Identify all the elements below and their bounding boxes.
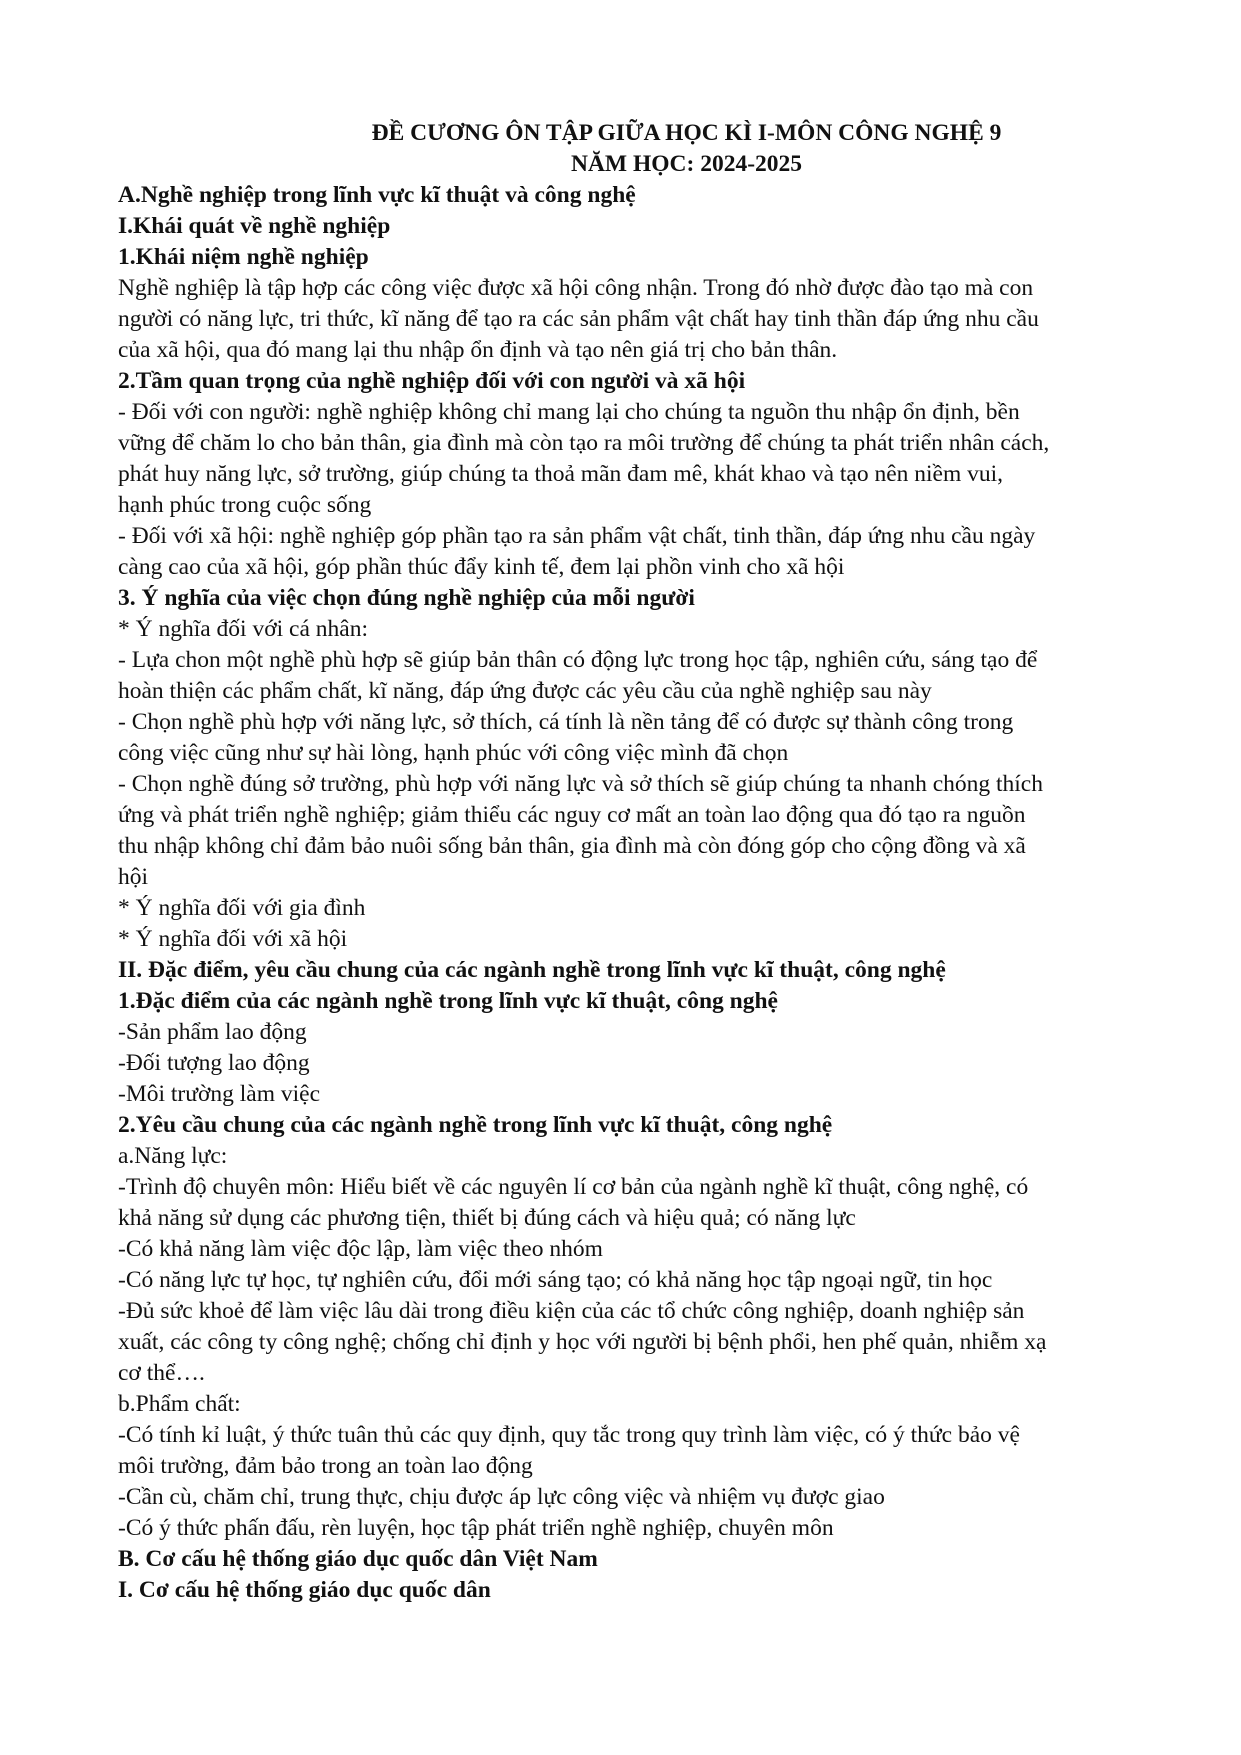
body-text-line: -Đủ sức khoẻ để làm việc lâu dài trong điều kiện của các tổ chức công nghiệp, doanh nghiệp sản (118, 1298, 1025, 1324)
body-text-line: của xã hội, qua đó mang lại thu nhập ổn định và tạo nên giá trị cho bản thân. (118, 337, 838, 363)
body-text-line: -Trình độ chuyên môn: Hiểu biết về các nguyên lí cơ bản của ngành nghề kĩ thuật, công nghệ, có (118, 1174, 1029, 1200)
body-text-line: - Chọn nghề đúng sở trường, phù hợp với năng lực và sở thích sẽ giúp chúng ta nhanh chóng thích (118, 771, 1043, 797)
body-text-line: hoàn thiện các phẩm chất, kĩ năng, đáp ứng được các yêu cầu của nghề nghiệp sau này (118, 678, 932, 704)
body-text-line: -Có ý thức phấn đấu, rèn luyện, học tập phát triển nghề nghiệp, chuyên môn (118, 1515, 834, 1541)
body-text-line: * Ý nghĩa đối với cá nhân: (118, 616, 368, 642)
body-text-line: a.Năng lực: (118, 1143, 228, 1169)
body-text-line: ứng và phát triển nghề nghiệp; giảm thiểu các nguy cơ mất an toàn lao động qua đó tạo ra nguồn (118, 802, 1026, 828)
section-heading: 1.Khái niệm nghề nghiệp (118, 244, 369, 270)
body-text-line: * Ý nghĩa đối với gia đình (118, 895, 366, 921)
body-text-line: - Lựa chon một nghề phù hợp sẽ giúp bản thân có động lực trong học tập, nghiên cứu, sáng tạo để (118, 647, 1038, 673)
body-text-line: -Đối tượng lao động (118, 1050, 310, 1076)
section-heading: II. Đặc điểm, yêu cầu chung của các ngành nghề trong lĩnh vực kĩ thuật, công nghệ (118, 957, 946, 983)
body-text-line: hội (118, 864, 149, 890)
section-heading: I. Cơ cấu hệ thống giáo dục quốc dân (118, 1577, 491, 1603)
body-text-line: càng cao của xã hội, góp phần thúc đẩy kinh tế, đem lại phồn vinh cho xã hội (118, 554, 845, 580)
section-heading: 2.Tầm quan trọng của nghề nghiệp đối với con người và xã hội (118, 368, 746, 394)
body-text-line: - Chọn nghề phù hợp với năng lực, sở thích, cá tính là nền tảng để có được sự thành công trong (118, 709, 1014, 735)
body-text-line: - Đối với con người: nghề nghiệp không chỉ mang lại cho chúng ta nguồn thu nhập ổn định, bền (118, 399, 1020, 425)
body-text-line: công việc cũng như sự hài lòng, hạnh phúc với công việc mình đã chọn (118, 740, 789, 766)
body-text-line: -Có năng lực tự học, tự nghiên cứu, đổi mới sáng tạo; có khả năng học tập ngoại ngữ, tin học (118, 1267, 993, 1293)
body-text-line: Nghề nghiệp là tập hợp các công việc được xã hội công nhận. Trong đó nhờ được đào tạo mà con (118, 275, 1034, 301)
body-text-line: -Sản phẩm lao động (118, 1019, 307, 1045)
document-subtitle: NĂM HỌC: 2024-2025 (570, 151, 803, 177)
body-text-line: -Có tính kỉ luật, ý thức tuân thủ các quy định, quy tắc trong quy trình làm việc, có ý thức bảo vệ (118, 1422, 1020, 1448)
body-text-line: khả năng sử dụng các phương tiện, thiết bị đúng cách và hiệu quả; có năng lực (118, 1205, 856, 1231)
section-heading: 1.Đặc điểm của các ngành nghề trong lĩnh vực kĩ thuật, công nghệ (118, 988, 778, 1014)
section-heading: 2.Yêu cầu chung của các ngành nghề trong lĩnh vực kĩ thuật, công nghệ (118, 1112, 833, 1138)
body-text-line: -Có khả năng làm việc độc lập, làm việc theo nhóm (118, 1236, 603, 1262)
document-page (118, 118, 1203, 1606)
body-text-line: phát huy năng lực, sở trường, giúp chúng ta thoả mãn đam mê, khát khao và tạo nên niềm vui, (118, 461, 1004, 487)
document-title: ĐỀ CƯƠNG ÔN TẬP GIỮA HỌC KÌ I-MÔN CÔNG NGHỆ 9 (371, 120, 1002, 146)
body-text-line: cơ thể…. (118, 1360, 205, 1386)
body-text-line: -Cần cù, chăm chỉ, trung thực, chịu được áp lực công việc và nhiệm vụ được giao (118, 1484, 885, 1510)
section-heading: I.Khái quát về nghề nghiệp (118, 213, 391, 239)
section-heading: A.Nghề nghiệp trong lĩnh vực kĩ thuật và công nghệ (118, 182, 636, 208)
document-body (118, 180, 1203, 1606)
body-text-line: b.Phẩm chất: (118, 1391, 241, 1417)
body-text-line: thu nhập không chỉ đảm bảo nuôi sống bản thân, gia đình mà còn đóng góp cho cộng đồng và xã (118, 833, 1026, 859)
section-heading: 3. Ý nghĩa của việc chọn đúng nghề nghiệp của mỗi người (118, 585, 695, 611)
body-text-line: môi trường, đảm bảo trong an toàn lao động (118, 1453, 533, 1479)
body-text-line: -Môi trường làm việc (118, 1081, 321, 1107)
body-text-line: hạnh phúc trong cuộc sống (118, 492, 372, 518)
body-text-line: xuất, các công ty công nghệ; chống chỉ định y học với người bị bệnh phổi, hen phế quản, nhiễm xạ (118, 1329, 1047, 1355)
body-text-line: * Ý nghĩa đối với xã hội (118, 926, 348, 952)
body-text-line: vững để chăm lo cho bản thân, gia đình mà còn tạo ra môi trường để chúng ta phát triển nhân cách, (118, 430, 1050, 456)
body-text-line: - Đối với xã hội: nghề nghiệp góp phần tạo ra sản phẩm vật chất, tinh thần, đáp ứng nhu cầu ngày (118, 523, 1036, 549)
body-text-line: người có năng lực, tri thức, kĩ năng để tạo ra các sản phẩm vật chất hay tinh thần đáp ứng nhu cầu (118, 306, 1039, 332)
section-heading: B. Cơ cấu hệ thống giáo dục quốc dân Việt Nam (118, 1546, 598, 1572)
